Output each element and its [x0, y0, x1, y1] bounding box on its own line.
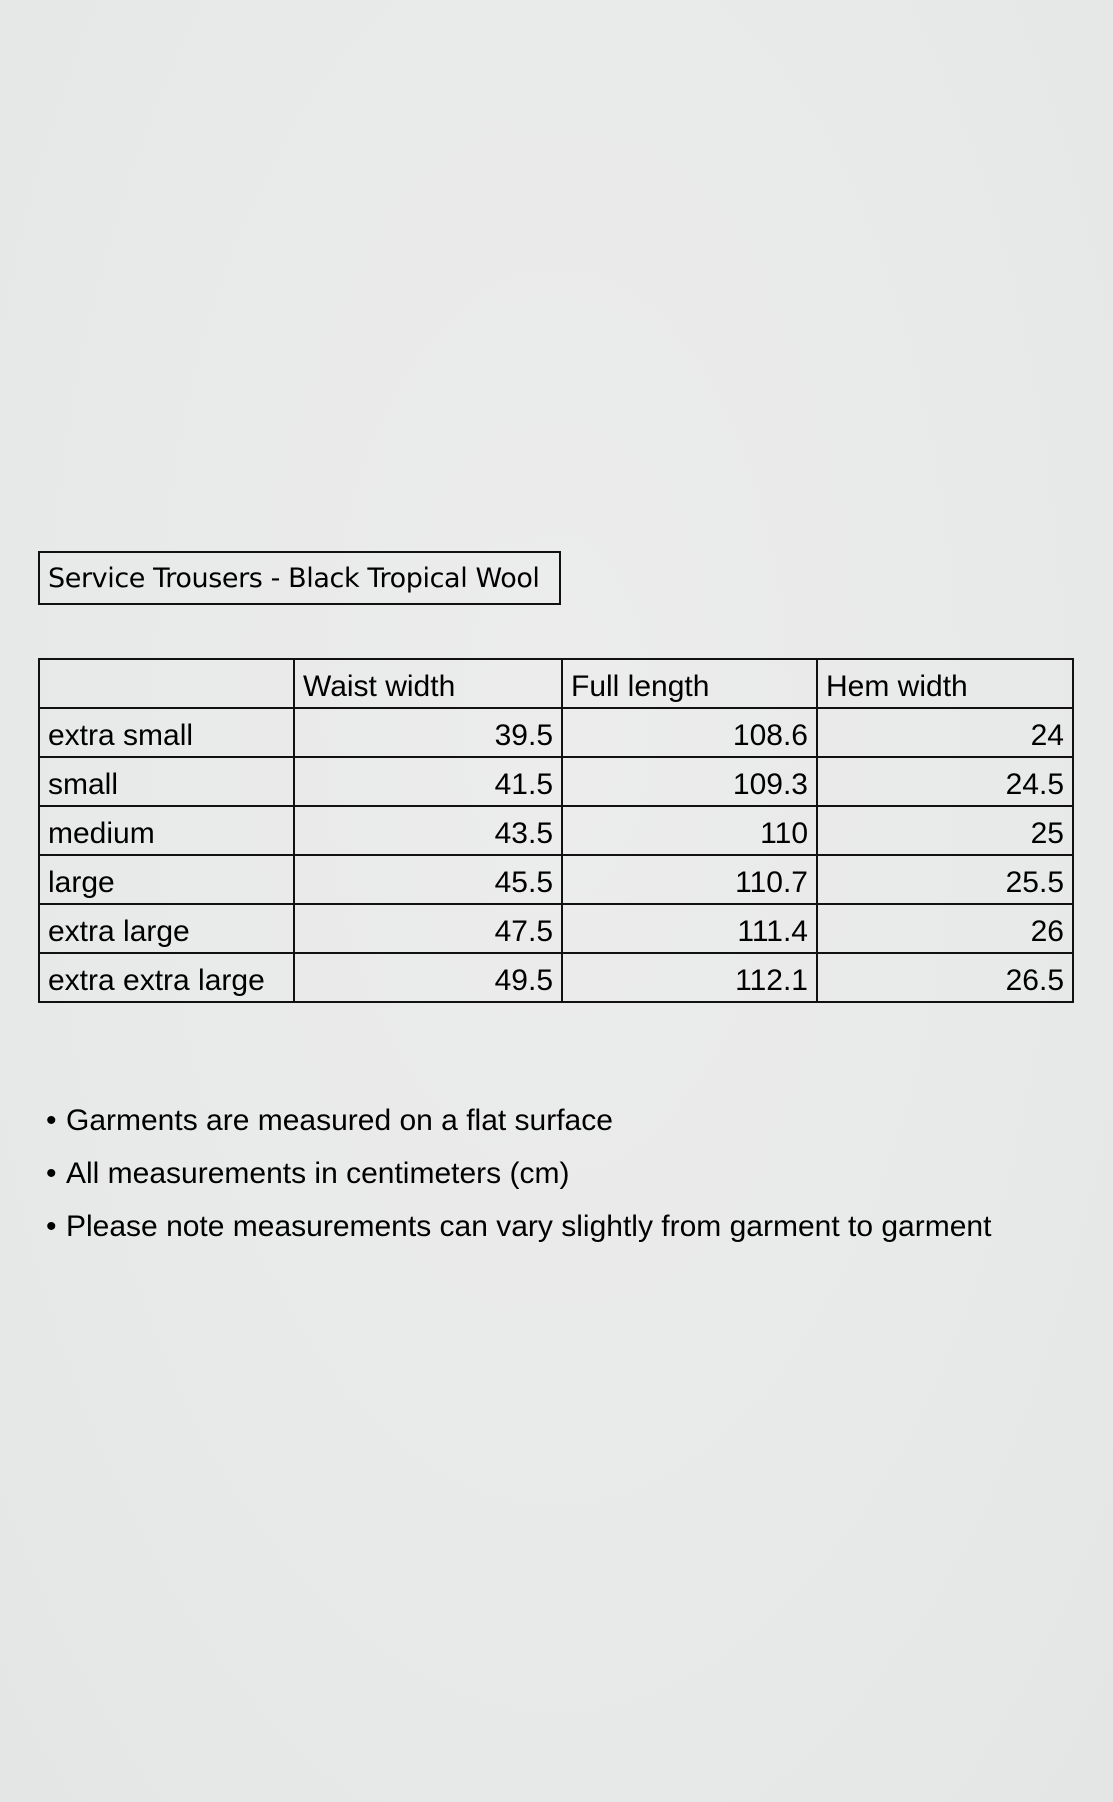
measurement-notes	[46, 1094, 991, 1253]
size-label-cell: extra small	[39, 708, 294, 757]
bullet-icon: •	[46, 1210, 57, 1243]
size-chart-title-text: Service Trousers - Black Tropical Wool	[48, 562, 540, 594]
size-label-cell: extra large	[39, 904, 294, 953]
waist-width-cell: 39.5	[294, 708, 562, 757]
size-chart-table	[38, 658, 1074, 1003]
hem-width-cell: 25.5	[817, 855, 1073, 904]
size-label-cell: large	[39, 855, 294, 904]
table-header-row	[39, 659, 1073, 708]
waist-width-cell: 49.5	[294, 953, 562, 1002]
size-chart-title	[38, 551, 561, 605]
note-text: Please note measurements can vary slightly from garment to garment	[66, 1210, 992, 1243]
full-length-cell: 111.4	[562, 904, 817, 953]
table-row	[39, 953, 1073, 1002]
size-label-cell: medium	[39, 806, 294, 855]
full-length-cell: 109.3	[562, 757, 817, 806]
table-row	[39, 904, 1073, 953]
bullet-icon: •	[46, 1104, 57, 1137]
hem-width-cell: 24	[817, 708, 1073, 757]
hem-width-cell: 24.5	[817, 757, 1073, 806]
full-length-cell: 110.7	[562, 855, 817, 904]
full-length-cell: 108.6	[562, 708, 817, 757]
header-cell-empty	[39, 659, 294, 708]
header-cell-full-length: Full length	[562, 659, 817, 708]
hem-width-cell: 26.5	[817, 953, 1073, 1002]
hem-width-cell: 26	[817, 904, 1073, 953]
full-length-cell: 112.1	[562, 953, 817, 1002]
table-row	[39, 708, 1073, 757]
table-row	[39, 757, 1073, 806]
waist-width-cell: 47.5	[294, 904, 562, 953]
hem-width-cell: 25	[817, 806, 1073, 855]
list-item	[46, 1200, 991, 1253]
waist-width-cell: 45.5	[294, 855, 562, 904]
note-text: Garments are measured on a flat surface	[66, 1104, 613, 1137]
header-cell-waist-width: Waist width	[294, 659, 562, 708]
size-label-cell: small	[39, 757, 294, 806]
header-cell-hem-width: Hem width	[817, 659, 1073, 708]
waist-width-cell: 43.5	[294, 806, 562, 855]
list-item	[46, 1147, 991, 1200]
size-label-cell: extra extra large	[39, 953, 294, 1002]
bullet-icon: •	[46, 1157, 57, 1190]
list-item	[46, 1094, 991, 1147]
note-text: All measurements in centimeters (cm)	[66, 1157, 570, 1190]
table-row	[39, 855, 1073, 904]
full-length-cell: 110	[562, 806, 817, 855]
table-row	[39, 806, 1073, 855]
waist-width-cell: 41.5	[294, 757, 562, 806]
